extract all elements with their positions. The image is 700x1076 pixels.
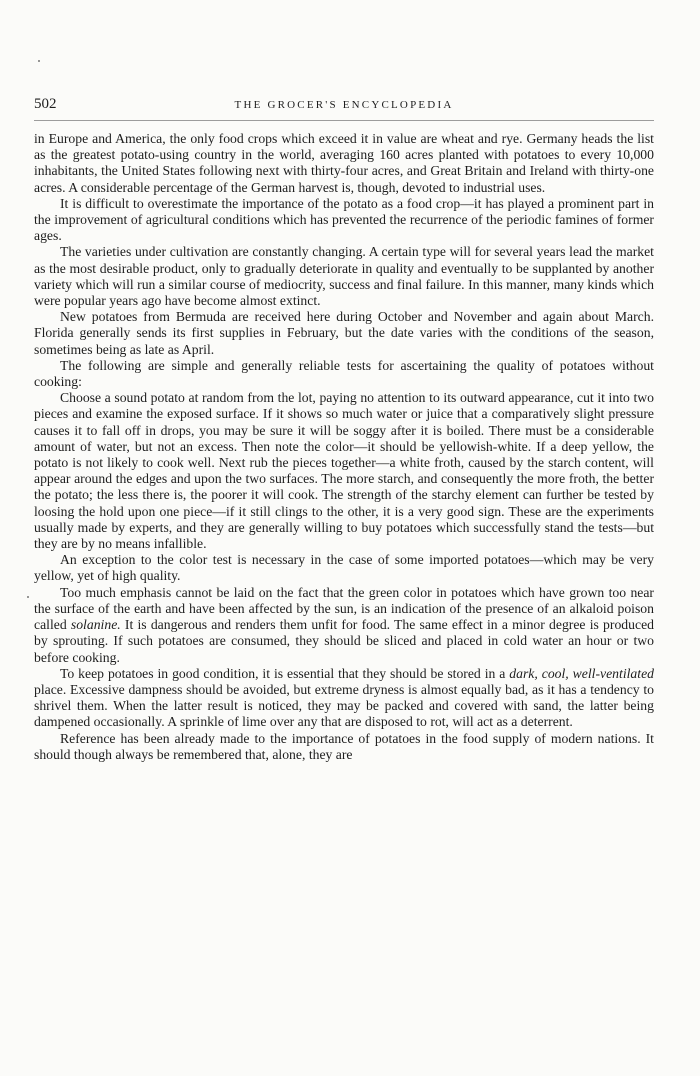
paragraph-text: To keep potatoes in good condition, it is essential that they should be stored in a <box>60 665 510 681</box>
paragraph <box>34 666 654 731</box>
paragraph <box>34 585 654 666</box>
paragraph: Reference has been already made to the importance of potatoes in the food supply of modern nations. It should though always be remembered that, alone, they are <box>34 730 654 762</box>
paragraph: It is difficult to overestimate the importance of the potato as a food crop—it has played a prominent part in the improvement of agricultural conditions which has prevented the recurrence of the periodic famines of former ages. <box>34 195 654 244</box>
header-rule <box>34 120 654 121</box>
paragraph: New potatoes from Bermuda are received here during October and November and again about March. Florida generally sends its first supplies in February, but the date varies with the conditions of the season, sometimes being as late as April. <box>34 309 654 357</box>
paragraph-text: Too much emphasis cannot be laid on the fact that the green color in potatoes which have grown too near the surface of the earth and have been affected by the sun, is an indication of the presence of an alkaloid poison called <box>34 584 654 633</box>
margin-speck <box>27 596 29 598</box>
paragraph: in Europe and America, the only food crops which exceed it in value are wheat and rye. Germany heads the list as the greatest potato-using country in the world, averaging 160 acres planted with potatoes to every 10,000 inhabitants, the United States following next with thirty-four acres, and Great Britain and Ireland with thirty-one acres. A considerable percentage of the German harvest is, though, devoted to industrial uses. <box>34 131 654 195</box>
paragraph: An exception to the color test is necessary in the case of some imported potatoes—which may be very yellow, yet of high quality. <box>34 552 654 584</box>
italic-phrase: dark, cool, well-ventilated <box>509 665 654 681</box>
italic-term: solanine. <box>70 617 121 633</box>
body-text <box>34 131 654 763</box>
paragraph-text: It is dangerous and renders them unfit for food. The same effect in a minor degree is produced by sprouting. If such potatoes are consumed, they should be sliced and placed in cold water an hour or two before cooking. <box>34 617 654 665</box>
paragraph-text: place. Excessive dampness should be avoided, but extreme dryness is almost equally bad, as it has a tendency to shrivel them. When the latter result is noticed, they may be packed and covered with sand, the latter being dampened occasionally. A sprinkle of lime over any that are disposed to rot, will act as a deterrent. <box>34 681 654 730</box>
running-head <box>34 96 654 116</box>
page-number: 502 <box>34 96 57 112</box>
paragraph: Choose a sound potato at random from the lot, paying no attention to its outward appearance, cut it into two pieces and examine the exposed surface. If it shows so much water or juice that a comparatively slight pressure causes it to fall off in drops, you may be sure it will be soggy after it is boiled. There must be a considerable amount of water, but not an excess. Then note the color—it should be yellowish-white. If a deep yellow, the potato is not likely to cook well. Next rub the pieces together—a white froth, caused by the starch content, will appear around the edges and upon the two surfaces. The more starch, and consequently the more froth, the better the potato; the less there is, the poorer it will cook. The strength of the starchy element can further be tested by loosing the hold upon one piece—if it still clings to the other, it is a very good sign. These are the experiments usually made by experts, and they are generally willing to buy potatoes which successfully stand the tests—but they are by no means infallible. <box>34 390 654 552</box>
book-page <box>34 96 654 763</box>
running-title: THE GROCER'S ENCYCLOPEDIA <box>234 99 454 111</box>
paragraph: The varieties under cultivation are constantly changing. A certain type will for several years lead the market as the most desirable product, only to gradually deteriorate in quality and eventually to be supplanted by another variety which will run a similar course of mediocrity, success and final failure. In this manner, many kinds which were popular years ago have become almost extinct. <box>34 244 654 309</box>
margin-speck <box>38 60 40 62</box>
paragraph: The following are simple and generally reliable tests for ascertaining the quality of potatoes without cooking: <box>34 357 654 390</box>
